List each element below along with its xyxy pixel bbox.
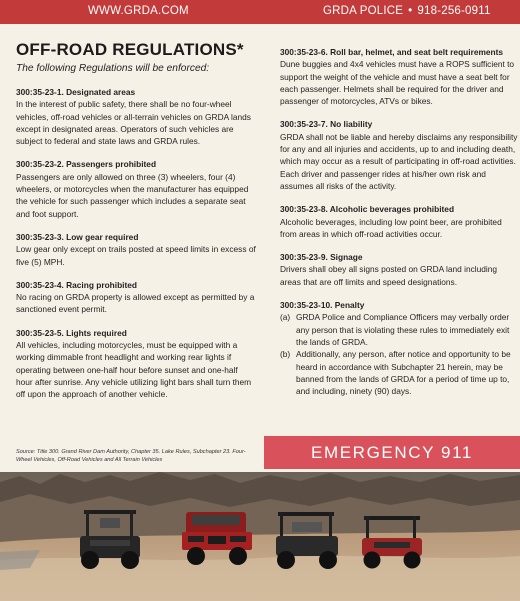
regulation-body: Passengers are only allowed on three (3) wheelers, four (4) wheelers, or motorcycles when the manufacturer has equipped the vehicle for such passenger which includes a separate seat and foot support. [16,171,249,219]
penalty-list [280,311,520,397]
regulation-body: No racing on GRDA property is allowed except as permitted by a sanctioned event permit. [16,292,255,315]
regulation-body: Dune buggies and 4x4 vehicles must have a ROPS sufficient to support the weight of the vehicle and must have a seat belt for each passenger. Helmets shall be required for the driver and passenger of motorcycles, ATVs or bikes. [280,59,515,107]
list-item [280,348,520,397]
police-contact [323,5,491,17]
right-column [280,46,520,397]
regulation-racing-prohibited [16,279,256,316]
intro-text: The following Regulations will be enforced: [16,63,210,74]
list-item-text: GRDA Police and Compliance Officers may verbally order any person that is violating these rules to immediately exit the lands of GRDA. [296,312,510,347]
regulation-heading: 300:35-23-6. Roll bar, helmet, and seat belt requirements [280,47,504,57]
regulation-alcohol-prohibited [280,203,520,240]
regulation-body: GRDA shall not be liable and hereby disclaims any responsibility for any and all injuries and accidents, up to and including death, which may occur as a result of participating in off-road activities. Each driver and passenger rides at his/her own risk and assumes all risks of the activity. [280,131,518,191]
regulation-low-gear [16,231,256,268]
regulation-designated-areas [16,86,256,147]
source-citation: Source: Title 300. Grand River Dam Authority, Chapter 35. Lake Rules, Subchapter 23. Four-Wheel Vehicles, Off-Road Vehicles and All Terrain Vehicles [16,449,246,463]
regulation-signage [280,251,520,288]
website-url[interactable]: WWW.GRDA.COM [88,5,189,17]
regulation-lights-required [16,327,256,401]
regulation-penalty [280,299,520,397]
separator-dot: • [408,5,413,17]
regulation-heading: 300:35-23-3. Low gear required [16,231,139,242]
page-title: OFF-ROAD REGULATIONS* [16,40,244,59]
regulation-heading: 300:35-23-7. No liability [280,119,373,130]
top-bar [0,0,520,24]
emergency-banner: EMERGENCY 911 [264,436,520,469]
regulation-heading: 300:35-23-1. Designated areas [16,87,136,97]
list-item-text: Additionally, any person, after notice and opportunity to be heard in accordance with Subchapter 21 herein, may be banned from the lands of GRDA for a period of time up to, and including, ninety (90) days. [296,349,511,397]
regulation-body: Drivers shall obey all signs posted on GRDA land including areas that are off limits and speed designations. [280,264,498,287]
regulation-heading: 300:35-23-4. Racing prohibited [16,279,138,290]
left-column [16,40,256,401]
list-marker: (a) [280,312,291,323]
offroad-vehicles-photo [0,472,520,601]
regulation-no-liability [280,118,520,192]
regulation-body: Alcoholic beverages, including low point beer, are prohibited from areas in which off-road activities occur. [280,216,502,239]
regulation-body: Low gear only except on trails posted at speed limits in excess of five (5) MPH. [16,244,256,267]
regulation-roll-bar-helmet [280,46,520,107]
regulation-heading: 300:35-23-9. Signage [280,252,363,263]
police-label: GRDA POLICE [323,5,404,17]
police-phone[interactable]: 918-256-0911 [417,5,491,17]
regulation-heading: 300:35-23-8. Alcoholic beverages prohibited [280,204,455,215]
regulation-body: All vehicles, including motorcycles, must be equipped with a working dimmable front headlight and working rear lights if operating between one-half hour before sunset and one-half hour after sunrise. Any vehicle utilizing light bars shall turn them off upon the approach of another vehicle. [16,340,252,400]
regulation-passengers-prohibited [16,158,256,219]
regulation-heading: 300:35-23-5. Lights required [16,327,127,338]
regulation-body: In the interest of public safety, there shall be no four-wheel vehicles, off-road vehicles or all-terrain vehicles on GRDA lands except in designated areas. Operators of such vehicles are subject to federal and state laws and GRDA rules. [16,99,251,147]
regulation-heading: 300:35-23-2. Passengers prohibited [16,159,157,170]
regulation-heading: 300:35-23-10. Penalty [280,300,365,311]
list-marker: (b) [280,349,291,360]
list-item [280,311,520,348]
